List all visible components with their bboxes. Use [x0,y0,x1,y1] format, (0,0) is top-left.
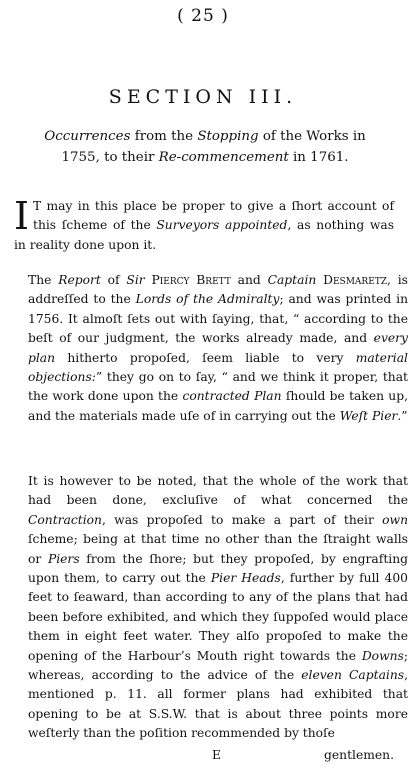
paragraph-text: from the ſhore; but they propoſed, by engrafting upon them, to carry out the [28,551,408,586]
paragraph-text: , mentioned p. 11. all former plans had exhibited that opening to be at S.S.W. that is about three points more weſterly than the poſition recommended by thoſe [28,668,408,741]
italic-sir: Sir [126,273,145,287]
paragraph-text: of [100,273,127,287]
page-number: ( 25 ) [177,6,229,26]
paragraph-text: , further by full 400 feet to ſeaward, than according to any of the plans that had been before exhibited, and which they ſuppoſed would place them in eight feet water. They alſo propoſed to make the opening of the Harbour’s Mouth right towards the [28,571,408,663]
subtitle-text: from the [130,129,198,144]
italic-downs: Downs [361,648,404,663]
italic-piers: Piers [47,551,80,566]
italic-surveyors-appointed: Surveyors appointed [156,218,288,233]
italic-captain: Captain [267,273,317,287]
italic-every-plan: every plan [28,331,408,365]
paragraph-text: T may in this place be proper to give a ſhort account of this ſcheme of the [33,199,394,233]
subtitle-text: of the Works in 1755, to their [61,129,366,165]
paragraph-text: , as nothing was in reality done upon it. [14,218,394,252]
subtitle-italic-occurrences: Occurrences [44,129,131,144]
paragraph-text: .” [397,408,408,423]
paragraph-1 [14,194,394,255]
paragraph-text: ; and was printed in 1756. It almoſt ſets out with ſaying, that, “ according to the beſt of our judgment, the works already made, and [28,292,408,346]
signature-mark: E [212,748,221,762]
smallcaps-desmaretz: Desmaretz [316,273,388,287]
paragraph-text: , is addreſſed to the [28,273,408,307]
italic-contraction: Contraction [28,512,102,527]
paragraph-text: ſhould be taken up, and the materials made uſe of in carrying out the [28,389,408,423]
drop-cap: I [14,194,30,238]
italic-material-objections: material objections: [28,350,408,385]
italic-lords-of-admiralty: Lords of the Admiralty [135,292,280,307]
paragraph-text: , was propoſed to make a part of their [101,512,383,527]
section-title: SECTION III. [108,86,298,108]
page-footer [14,746,394,765]
subtitle-italic-stopping: Stopping [197,129,259,144]
paragraph-2 [14,271,408,426]
italic-own: own [382,512,408,527]
paragraph-text: ſcheme; being at that time no other than the ſtraight walls or [28,532,408,566]
italic-west-pier: Weſt Pier [339,408,398,423]
smallcaps-piercy-brett: Piercy Brett [144,273,231,287]
italic-contracted-plan: contracted Plan [182,389,282,404]
paragraph-text: The [28,273,59,287]
subtitle-text: in 1761. [288,150,349,165]
paragraph-text: It is however to be noted, that the whole of the work that had been done, excluſive of what concerned the [28,474,408,508]
subtitle-italic-recommencement: Re-commencement [158,150,289,165]
catchword: gentlemen. [324,748,394,762]
italic-eleven-captains: eleven Captains [301,668,405,683]
italic-pier-heads: Pier Heads [210,571,281,586]
paragraph-3 [14,472,408,744]
paragraph-text: hitherto propoſed, ſeem liable to very [55,350,356,365]
paragraph-text: and [230,273,268,287]
italic-report: Report [58,273,101,287]
section-subtitle [40,126,370,168]
paragraph-text: ; whereas, according to the advice of the [28,648,408,683]
paragraph-text: ” they go on to ſay, “ and we think it proper, that the work done upon the [28,370,408,404]
